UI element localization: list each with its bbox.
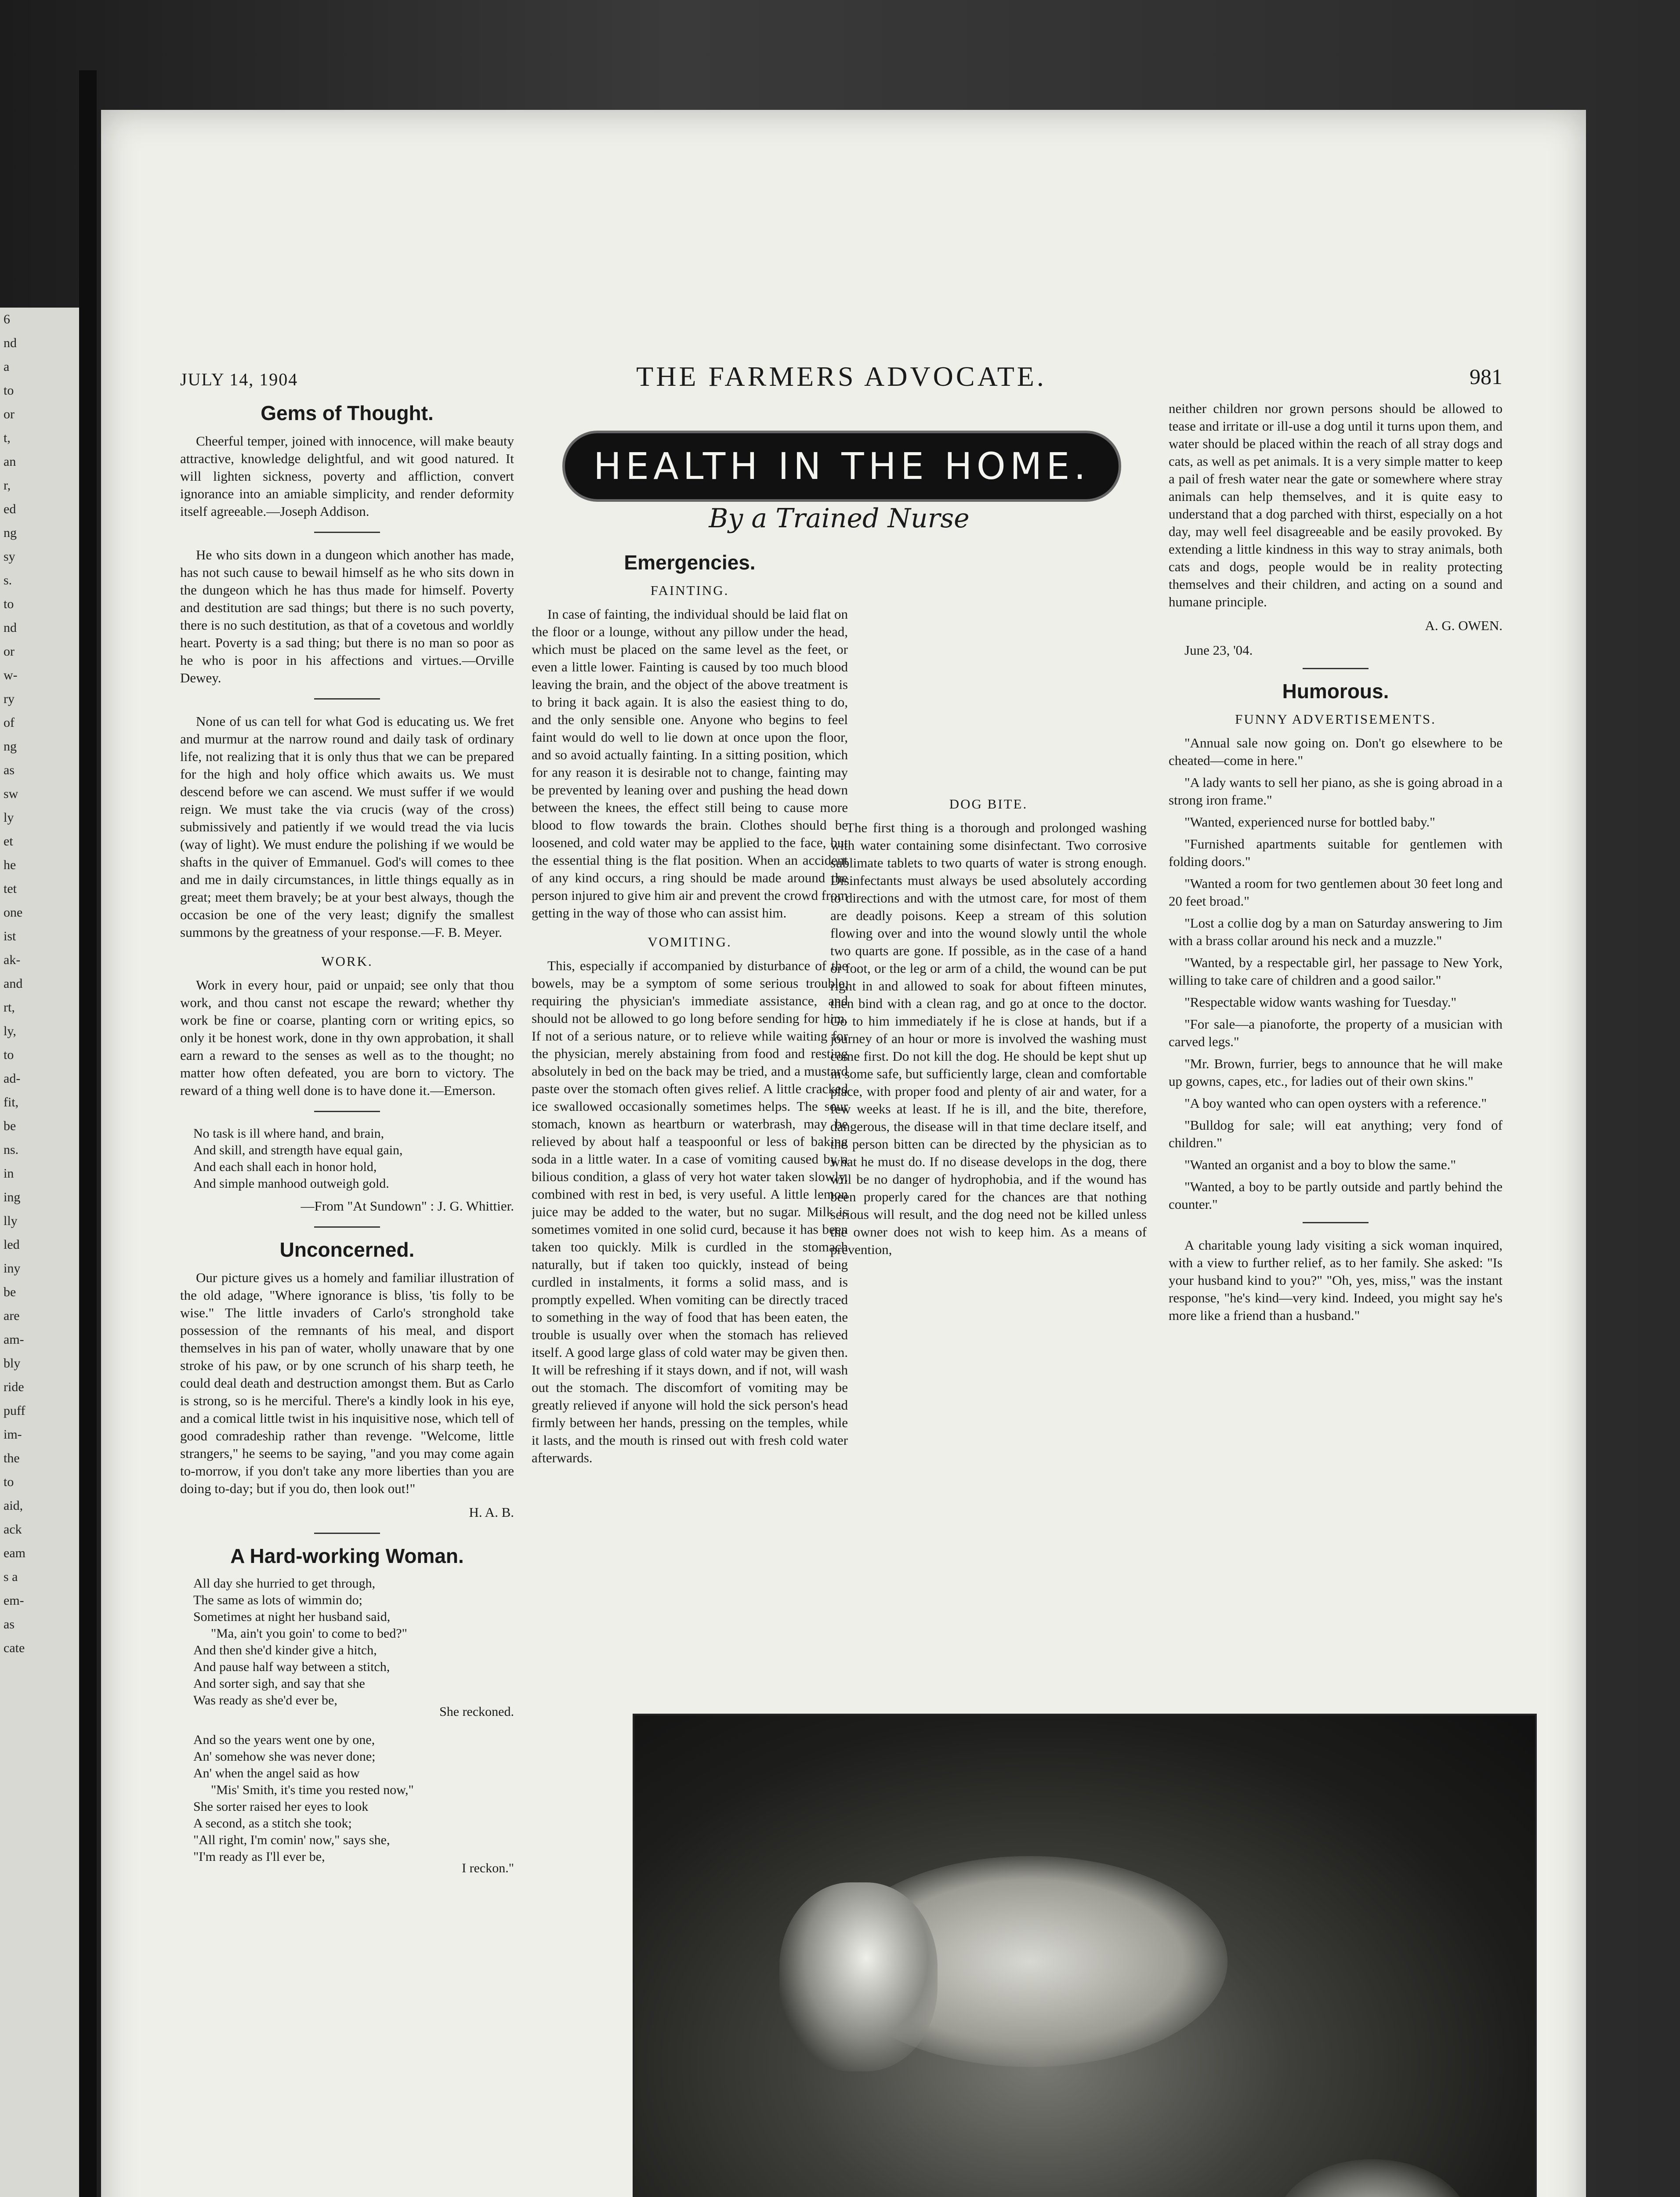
advertisement-item: "A lady wants to sell her piano, as she is going abroad in a strong iron frame." (1169, 775, 1503, 808)
fragment-line: one (4, 905, 23, 920)
fragment-line: be (4, 1285, 16, 1299)
poem-stanza-2 (193, 1732, 514, 1877)
advertisement-item: "Annual sale now going on. Don't go elsewhere to be cheated—come in here." (1169, 735, 1503, 768)
fragment-line: bly (4, 1356, 21, 1370)
masthead: THE FARMERS ADVOCATE. (636, 361, 1046, 392)
dateline: June 23, '04. (1184, 642, 1253, 658)
poem-line: And pause half way between a stitch, (193, 1660, 390, 1674)
poem-line: And so the years went one by one, (193, 1733, 375, 1747)
funny-ads-heading: FUNNY ADVERTISEMENTS. (1235, 711, 1436, 727)
divider (314, 1111, 380, 1112)
fragment-line: ed (4, 502, 16, 516)
fragment-line: am- (4, 1332, 24, 1347)
fragment-line: ns. (4, 1142, 19, 1157)
divider (314, 532, 380, 533)
advertisement-list (1169, 734, 1503, 1213)
fainting-paragraph: In case of fainting, the individual should be laid flat on the floor or a lounge, without any pillow under the head, which must be placed on the same level as the feet, or even a little lower. Fainting is caused by too much blood leaving the brain, and the object of the above treatment is to bring it back again. It is also the easiest thing to do, and the only sensible one. Anyone who begins to feel faint would do well to lie down at once upon the floor, and so avoid actually fainting. In a sitting position, which for any reason it is desirable not to change, fainting may be prevented by leaning over and pushing the head down between the knees, the effect still being to cause more blood to flow towards the brain. Clothes should be loosened, and cold water may be applied to the face, but the essential thing is the flat position. When an accident of any kind occurs, a ring should be made around the person injured to give him air and prevent the crowd from getting in the way of those who can assist him. (532, 606, 848, 921)
fragment-line: ack (4, 1522, 22, 1537)
vomiting-heading: VOMITING. (648, 934, 732, 950)
poem-line: And sorter sigh, and say that she (193, 1676, 365, 1691)
humorous-title: Humorous. (1282, 680, 1389, 703)
poem-line: "I'm ready as I'll ever be, (193, 1849, 325, 1864)
fragment-line: ry (4, 692, 14, 706)
fragment-line: nd (4, 336, 17, 350)
advertisement-item: "Lost a collie dog by a man on Saturday answering to Jim with a brass collar around his neck and a muzzle." (1169, 915, 1503, 948)
fragment-line: t, (4, 431, 11, 445)
divider (314, 1226, 380, 1228)
fragment-line: be (4, 1119, 16, 1133)
fragment-line: tet (4, 881, 17, 896)
poem-line: Was ready as she'd ever be, (193, 1693, 337, 1708)
column-1 (180, 400, 514, 1888)
fragment-line: lly (4, 1214, 18, 1228)
fragment-line: s a (4, 1570, 18, 1584)
divider (314, 1533, 380, 1534)
poem-line: "Mis' Smith, it's time you rested now," (211, 1783, 414, 1797)
poem-refrain: She reckoned. (439, 1704, 514, 1719)
fragment-line: to (4, 383, 14, 398)
fragment-line: im- (4, 1427, 22, 1442)
emergencies-title: Emergencies. (624, 551, 756, 574)
newspaper-page (101, 110, 1586, 2197)
issue-date: JULY 14, 1904 (180, 370, 298, 389)
fragment-line: or (4, 644, 14, 659)
fragment-line: are (4, 1309, 20, 1323)
gems-paragraph: He who sits down in a dungeon which another has made, has not such cause to bewail himself as he who sits down in the dungeon which he has thus made for himself. Poverty and destitution are sad things; but there is no such poverty, there is no such destitution, as that of a covetous and worldly heart. Poverty is a sad thing; but there is no man so poor as he who is poor in his affections and virtues.—Orville Dewey. (180, 547, 514, 685)
page-number: 981 (1470, 364, 1503, 389)
gems-paragraph: None of us can tell for what God is educating us. We fret and murmur at the narrow round and daily task of ordinary life, not realizing that it is only thus that we can be prepared for the high and holy office which awaits us. We must descend before we can ascend. We must suffer if we would reign. We must take the via crucis (way of the cross) submissively and patiently if we would tread the via lucis (way of light). We must endure the polishing if we would be shafts in the quiver of Emmanuel. God's will comes to thee and me in daily circumstances, in little things equally as in great; meet them bravely; be at your best always, though the occasion be one of the very least; dignify the smallest summons by the greatness of your response.—F. B. Meyer. (180, 714, 514, 940)
divider (1303, 668, 1369, 669)
vomiting-paragraph: This, especially if accompanied by disturbance of the bowels, may be a symptom of some serious trouble, requiring the physician's immediate assistance, and should not be allowed to go long before sending for him. If not of a serious nature, or to relieve while waiting for the physician, merely abstaining from food and resting absolutely in bed on the back may be tried, and a mustard paste over the stomach often gives relief. A little cracked ice swallowed occasionally sometimes helps. The sour stomach, known as heartburn or waterbrash, may be relieved by about half a teaspoonful or less of baking soda in a little water. In a case of vomiting caused by a bilious condition, a glass of very hot water taken slowly, combined with rest in bed, is very useful. A little lemon juice may be added to the water, but no sugar. Milk is sometimes vomited in one solid curd, because it has been taken too quickly. Milk is curdled in the stomach naturally, but if taken too quickly, instead of being curdled in instalments, it forms a solid mass, and is promptly expelled. When vomiting can be directly traced to something in the way of food that has been eaten, the trouble is usually over when the stomach has relieved itself. A good large glass of cold water may be given then. It will be refreshing if it stays down, and if not, will wash out the stomach. The discomfort of vomiting may be greatly relieved if anyone will hold the sick person's head firmly between her hands, pressing on the temples, while it lasts, and the mouth is rinsed out with fresh cold water afterwards. (532, 958, 848, 1465)
banner-byline: By a Trained Nurse (709, 503, 970, 534)
health-banner (532, 417, 1147, 540)
fragment-line: et (4, 834, 13, 848)
poem-line: "Ma, ain't you goin' to come to bed?" (211, 1626, 407, 1641)
fragment-line: cate (4, 1641, 25, 1655)
fragment-line: in (4, 1166, 14, 1181)
adjacent-page-fragment (0, 308, 79, 2197)
dogbite-continuation: neither children nor grown persons should be allowed to tease and irritate or ill-use a dog until it turns upon them, and water should be placed within the reach of all stray dogs and cats, as well as pet animals. It is a very simple matter to keep a pail of fresh water near the gate or somewhere where stray animals can help themselves, and it is quite easy to understand that a dog parched with thirst, especially on a hot day, may well feel disagreeable and be easily provoked. By extending a little kindness in this way to stray animals, both cats and dogs, people would be in reality protecting themselves and their children, and acting on a sound and humane principle. (1169, 401, 1503, 609)
poem-line: "All right, I'm comin' now," says she, (193, 1833, 390, 1847)
fragment-line: nd (4, 620, 17, 635)
fragment-line: puff (4, 1403, 25, 1418)
fragment-line: em- (4, 1593, 24, 1608)
fragment-line: ak- (4, 953, 21, 967)
poem-line: The same as lots of wimmin do; (193, 1593, 362, 1607)
verse-line: And each shall each in honor hold, (193, 1160, 377, 1174)
fragment-line: ly, (4, 1024, 16, 1038)
poem-line: All day she hurried to get through, (193, 1576, 376, 1591)
owen-signature: A. G. OWEN. (1425, 618, 1503, 633)
dog-head (779, 1882, 938, 2071)
fragment-line: to (4, 597, 14, 611)
fragment-line: iny (4, 1261, 21, 1276)
chicks (1276, 2159, 1469, 2197)
advertisement-item: "Wanted, experienced nurse for bottled baby." (1184, 814, 1435, 830)
advertisement-item: "For sale—a pianoforte, the property of a musician with carved legs." (1169, 1016, 1503, 1049)
poem-stanza-1 (193, 1575, 514, 1720)
poem-refrain: I reckon." (462, 1861, 514, 1875)
advertisement-item: "Furnished apartments suitable for gentlemen with folding doors." (1169, 836, 1503, 869)
fragment-line: led (4, 1237, 20, 1252)
advertisement-item: "A boy wanted who can open oysters with a reference." (1184, 1095, 1487, 1111)
unconcerned-title: Unconcerned. (279, 1238, 415, 1261)
unconcerned-signature: H. A. B. (469, 1505, 514, 1520)
poem-line: A second, as a stitch she took; (193, 1816, 352, 1831)
fragment-line: ng (4, 526, 17, 540)
column-4 (1169, 400, 1503, 1336)
fragment-line: as (4, 763, 14, 777)
dogbite-heading: DOG BITE. (949, 796, 1028, 812)
verse-source: —From "At Sundown" : J. G. Whittier. (301, 1198, 514, 1214)
fragment-line: aid, (4, 1498, 23, 1513)
whittier-verse (193, 1125, 514, 1192)
fragment-line: ist (4, 929, 16, 943)
fragment-line: sw (4, 787, 18, 801)
unconcerned-paragraph: Our picture gives us a homely and familiar illustration of the old adage, "Where ignorance is bliss, 'tis folly to be wise." The little invaders of Carlo's stronghold take possession of the remnants of his meal, and disport themselves in his pan of water, wholly unaware that by one stroke of his paw, or by one scrunch of his sharp teeth, he could deal death and destruction amongst them. But as Carlo is strong, so is he merciful. There's a kindly look in his eye, and a comical little twist in his inquisitive nose, which tell of good comradeship rather than revenge. "Welcome, little strangers," he seems to be saying, "and you may come again to-morrow, if you don't take any more liberties than you are doing to-day; but if you do, then look out!" (180, 1270, 514, 1496)
verse-line: And skill, and strength have equal gain, (193, 1143, 403, 1157)
fragment-line: sy (4, 549, 15, 564)
poem-line: She sorter raised her eyes to look (193, 1799, 369, 1814)
divider (1303, 1222, 1369, 1223)
advertisement-item: "Wanted a room for two gentlemen about 30 feet long and 20 feet broad." (1169, 876, 1503, 909)
fainting-heading: FAINTING. (650, 583, 729, 598)
verse-line: And simple manhood outweigh gold. (193, 1176, 389, 1191)
anecdote-paragraph: A charitable young lady visiting a sick woman inquired, with a view to further relief, as to her family. She asked: "Is your husband kind to you?" "Oh, yes, miss," was the instant response, "he's kind—very kind. Indeed, you might say he's more like a friend than a husband." (1169, 1237, 1503, 1323)
advertisement-item: "Mr. Brown, furrier, begs to announce that he will make up gowns, capes, etc., for ladies out of their own skins." (1169, 1056, 1503, 1089)
fragment-line: as (4, 1617, 14, 1631)
poem-line: And then she'd kinder give a hitch, (193, 1643, 377, 1657)
fragment-line: eam (4, 1546, 25, 1560)
advertisement-item: "Respectable widow wants washing for Tuesday." (1184, 994, 1457, 1010)
fragment-line: the (4, 1451, 20, 1465)
poem-line: Sometimes at night her husband said, (193, 1610, 391, 1624)
fragment-line: a (4, 359, 10, 374)
fragment-line: fit, (4, 1095, 19, 1109)
fragment-line: 6 (4, 312, 10, 326)
dog-and-chicks-photograph (633, 1714, 1537, 2197)
gems-title: Gems of Thought. (261, 402, 434, 424)
fragment-line: and (4, 976, 23, 991)
fragment-line: an (4, 454, 16, 469)
gems-paragraph: Cheerful temper, joined with innocence, will make beauty attractive, knowledge delightful, and wit good natured. It will lighten sickness, poverty and affliction, convert ignorance into an amiable simplicity, and render deformity itself agreeable.—Joseph Addison. (180, 433, 514, 519)
banner-plate (562, 431, 1121, 502)
fragment-line: to (4, 1475, 14, 1489)
divider (314, 698, 380, 700)
fragment-line: ad- (4, 1071, 21, 1086)
work-paragraph: Work in every hour, paid or unpaid; see only that thou work, and thou canst not escape the reward; whether thy work be fine or coarse, planting corn or writing epics, so only it be honest work, done in thy own approbation, it shall earn a reward to the senses as well as to the thought; no matter how often defeated, you are born to victory. The reward of a thing well done is to have done it.—Emerson. (180, 977, 514, 1098)
fragment-line: ride (4, 1380, 24, 1394)
fragment-line: ing (4, 1190, 21, 1204)
fragment-line: to (4, 1048, 14, 1062)
poem-line: An' when the angel said as how (193, 1766, 360, 1780)
fragment-line: s. (4, 573, 12, 587)
verse-line: No task is ill where hand, and brain, (193, 1126, 384, 1141)
book-binding-shadow (79, 70, 97, 2197)
page-header (180, 356, 1503, 391)
dogbite-paragraph: The first thing is a thorough and prolonged washing with water containing some disinfectant. Two corrosive sublimate tablets to two quarts of water is strong enough. Disinfectants must always be used absolutely according to directions and with the utmost care, for most of them are deadly poisons. Keep a stream of this solution flowing over and into the wound slowly until the whole two quarts are gone. If possible, as in the case of a hand or foot, or the leg or arm of a child, the wound can be put right in and allowed to soak for about fifteen minutes, then bind with a clean rag, and go at once to the doctor. Go to him immediately if he is close at hands, but if a journey of an hour or more is involved the washing must come first. Do not kill the dog. He should be kept shut up in some safe, but sufficiently large, clean and comfortable place, with proper food and plenty of air and water, for a few weeks at least. If he is ill, and the bite, therefore, dangerous, the disease will in that time declare itself, and the person bitten can be directed by the physician as to what he must do. If no disease develops in the dog, there will be no danger of hydrophobia, and if the wound has been properly cared for the chances are that nothing serious will result, and the dog need not be killed unless the owner does not wish to keep him. As a means of prevention, (830, 820, 1147, 1257)
fragment-line: of (4, 715, 14, 730)
fragment-line: or (4, 407, 14, 421)
poem-line: An' somehow she was never done; (193, 1749, 376, 1764)
banner-title: HEALTH IN THE HOME. (593, 445, 1090, 488)
fragment-line: r, (4, 478, 11, 493)
column-3 (830, 549, 1147, 1687)
column-2 (532, 549, 848, 1803)
advertisement-item: "Bulldog for sale; will eat anything; very fond of children." (1169, 1117, 1503, 1150)
advertisement-item: "Wanted an organist and a boy to blow the same." (1184, 1157, 1456, 1172)
fragment-line: w- (4, 668, 18, 682)
advertisement-item: "Wanted, by a respectable girl, her passage to New York, willing to take care of children and a good sailor." (1169, 955, 1503, 988)
hardworking-title: A Hard-working Woman. (230, 1544, 464, 1567)
fragment-line: he (4, 858, 16, 872)
fragment-line: ly (4, 810, 14, 825)
work-heading: WORK. (321, 953, 373, 969)
fragment-line: ng (4, 739, 17, 754)
advertisement-item: "Wanted, a boy to be partly outside and partly behind the counter." (1169, 1179, 1503, 1212)
fragment-line: rt, (4, 1000, 15, 1015)
